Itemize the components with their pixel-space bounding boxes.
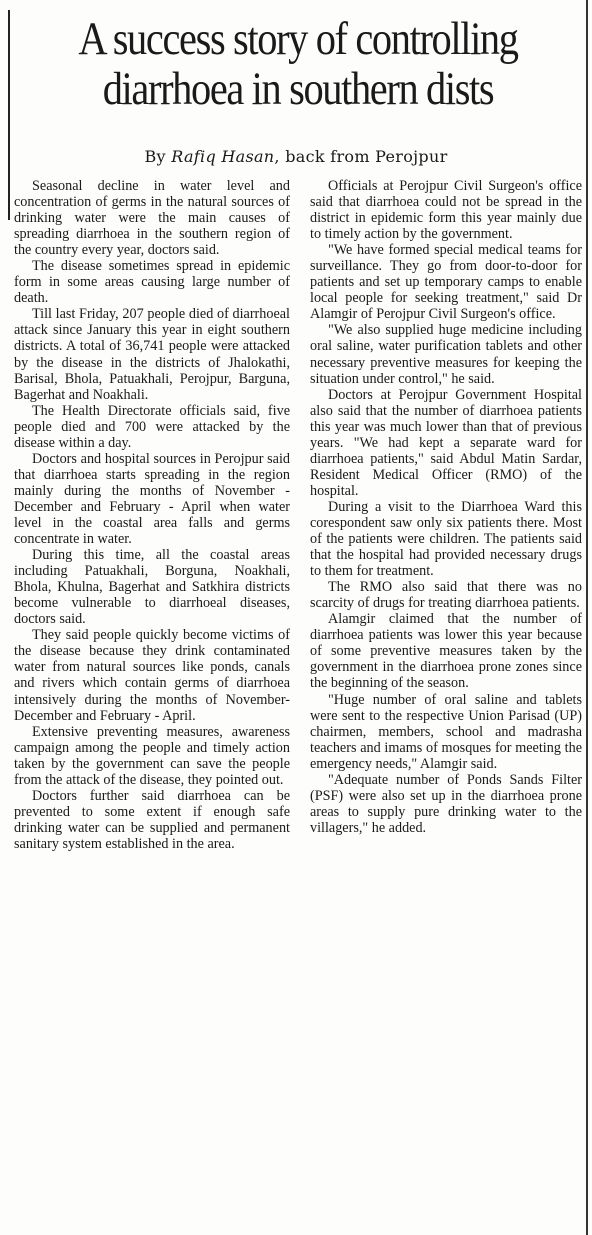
paragraph: Extensive preventing measures, awareness campaign among the people and timely action taken by the government can save the people from the attack of the disease, they pointed out. [14, 723, 290, 788]
paragraph: Till last Friday, 207 people died of diarrhoeal attack since January this year in eight southern districts. A total of 36,741 people were attacked by the disease in the districts of Jhalokathi, Barisal, Bhola, Patuakhali, Perojpur, Barguna, Bagerhat and Noakhali. [14, 306, 290, 403]
paragraph: "Huge number of oral saline and tablets were sent to the respective Union Parisad (UP) chairmen, members, school and madrasha teachers and imams of mosques for meeting the emergency needs," Alamgir said. [310, 691, 582, 772]
right-border-rule [586, 0, 588, 1235]
paragraph: They said people quickly become victims of the disease because they drink contaminated water from natural sources like ponds, canals and rivers which contain germs of diarrhoea intensively during the months of November- December and February - April. [14, 627, 290, 724]
paragraph: Seasonal decline in water level and concentration of germs in the natural sources of drinking water were the main causes of spreading diarrhoea in the southern region of the country every year, doctors said. [14, 178, 290, 259]
paragraph: The disease sometimes spread in epidemic form in some areas causing large number of death. [14, 258, 290, 307]
paragraph: "We also supplied huge medicine including oral saline, water purification tablets and other necessary preventive measures for keeping the situation under control," he said. [310, 322, 582, 387]
paragraph: The RMO also said that there was no scarcity of drugs for treating diarrhoea patients. [310, 579, 582, 612]
headline-line-1: A success story of controlling [78, 13, 518, 65]
headline [52, 14, 544, 114]
headline-line-2: diarrhoea in southern dists [102, 63, 494, 115]
paragraph: Doctors further said diarrhoea can be prevented to some extent if enough safe drinking water can be supplied and permanent sanitary system established in the area. [14, 787, 290, 852]
paragraph: Alamgir claimed that the number of diarrhoea patients was lower this year because of some preventive measures taken by the government in the diarrhoea prone zones since the beginning of the season. [310, 611, 582, 692]
paragraph: "We have formed special medical teams for surveillance. They go from door-to-door for patients and set up temporary camps to enable local people for seeking treatment," said Dr Alamgir of Perojpur Civil Surgeon's office. [310, 242, 582, 323]
paragraph: During a visit to the Diarrhoea Ward this corespondent saw only six patients there. Most of the patients were children. The patients said that the hospital had provided necessary drugs to them for treatment. [310, 498, 582, 580]
left-column [14, 178, 290, 852]
left-border-rule [8, 10, 10, 220]
byline-author: Rafiq Hasan [171, 147, 275, 166]
byline [0, 147, 592, 166]
paragraph: During this time, all the coastal areas including Patuakhali, Borguna, Noakhali, Bhola, Khulna, Bagerhat and Satkhira districts become vulnerable to diarrhoeal diseases, doctors said. [14, 547, 290, 628]
paragraph: Officials at Perojpur Civil Surgeon's office said that diarrhoea could not be spread in the district in epidemic form this year mainly due to timely action by the government. [310, 178, 582, 243]
byline-prefix: By [144, 147, 172, 166]
paragraph: Doctors and hospital sources in Perojpur said that diarrhoea starts spreading in the region mainly during the months of November - December and February - April when water level in the coastal area falls and germs concentrate in water. [14, 450, 290, 548]
paragraph: The Health Directorate officials said, five people died and 700 were attacked by the disease within a day. [14, 402, 290, 451]
right-column [310, 178, 582, 836]
byline-suffix: , back from Perojpur [274, 147, 448, 166]
paragraph: "Adequate number of Ponds Sands Filter (PSF) were also set up in the diarrhoea prone areas to supply pure drinking water to the villagers," he added. [310, 771, 582, 836]
paragraph: Doctors at Perojpur Government Hospital also said that the number of diarrhoea patients this year was much lower than that of previous years. "We had kept a separate ward for diarrhoea patients," said Abdul Matin Sardar, Resident Medical Officer (RMO) of the hospital. [310, 386, 582, 499]
